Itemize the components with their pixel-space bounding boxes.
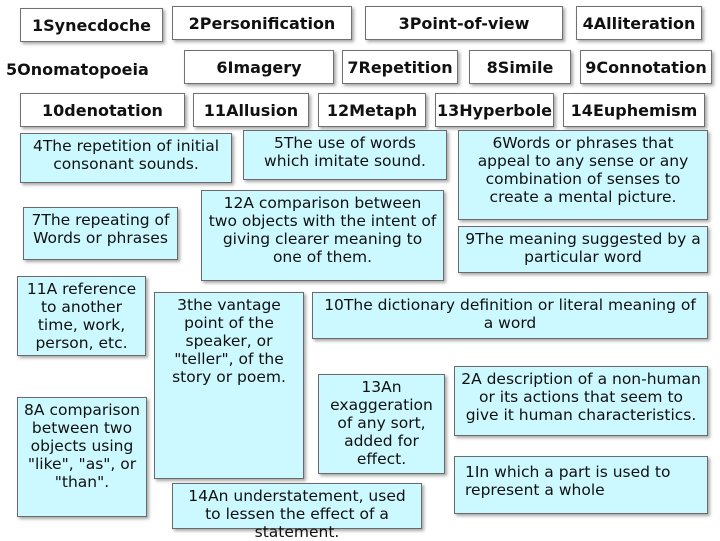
term-card-metaphor[interactable]: 12Metaph xyxy=(318,93,426,127)
term-card-allusion[interactable]: 11Allusion xyxy=(193,93,309,127)
term-card-imagery[interactable]: 6Imagery xyxy=(184,50,334,84)
definition-card-denotation[interactable]: 10The dictionary definition or literal meaning of a word xyxy=(312,292,708,339)
term-card-synecdoche[interactable]: 1Synecdoche xyxy=(20,8,163,42)
definition-card-personification[interactable]: 2A description of a non-human or its actions that seem to give it human characteristics. xyxy=(454,366,708,436)
definition-card-point-of-view[interactable]: 3the vantage point of the speaker, or "teller", of the story or poem. xyxy=(154,292,304,479)
definition-card-onomatopoeia[interactable]: 5The use of words which imitate sound. xyxy=(243,130,447,180)
term-card-repetition[interactable]: 7Repetition xyxy=(342,50,458,84)
definition-card-euphemism[interactable]: 14An understatement, used to lessen the effect of a statement. xyxy=(172,483,422,529)
definition-card-synecdoche[interactable]: 1In which a part is used to represent a whole xyxy=(454,456,708,514)
term-card-connotation[interactable]: 9Connotation xyxy=(580,50,712,84)
definition-card-allusion[interactable]: 11A reference to another time, work, person, etc. xyxy=(17,276,146,356)
term-card-euphemism[interactable]: 14Euphemism xyxy=(563,93,705,127)
definition-card-simile[interactable]: 8A comparison between two objects using "like", "as", or "than". xyxy=(17,397,147,517)
definition-card-metaphor[interactable]: 12A comparison between two objects with the intent of giving clearer meaning to one of them. xyxy=(201,190,444,281)
definition-card-hyperbole[interactable]: 13An exaggeration of any sort, added for effect. xyxy=(318,374,445,474)
term-card-hyperbole[interactable]: 13Hyperbole xyxy=(435,93,554,127)
term-card-denotation[interactable]: 10denotation xyxy=(20,93,185,127)
term-card-point-of-view[interactable]: 3Point-of-view xyxy=(365,6,563,40)
definition-card-imagery[interactable]: 6Words or phrases that appeal to any sense or any combination of senses to create a mental picture. xyxy=(458,130,708,220)
definition-card-alliteration[interactable]: 4The repetition of initial consonant sounds. xyxy=(20,133,232,183)
term-card-simile[interactable]: 8Simile xyxy=(469,50,571,84)
term-card-alliteration[interactable]: 4Alliteration xyxy=(576,6,702,40)
term-card-onomatopoeia[interactable]: 5Onomatopoeia xyxy=(6,59,149,79)
definition-card-repetition[interactable]: 7The repeating of Words or phrases xyxy=(23,207,178,260)
definition-card-connotation[interactable]: 9The meaning suggested by a particular word xyxy=(458,226,708,273)
term-card-personification[interactable]: 2Personification xyxy=(172,6,352,40)
